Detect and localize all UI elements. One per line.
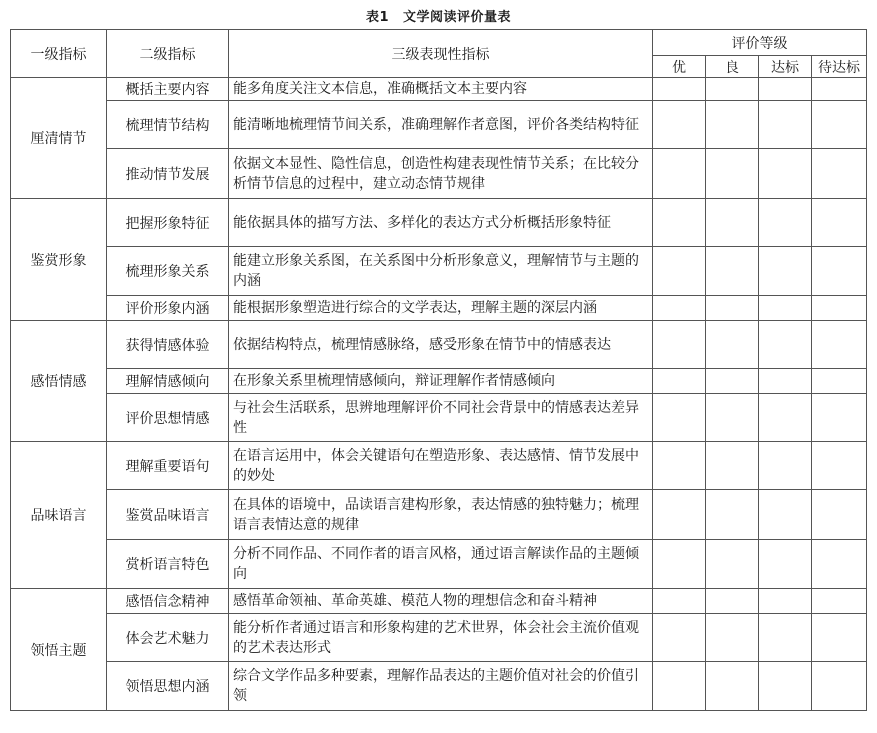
grade-cell-excellent[interactable] — [653, 321, 706, 369]
grade-cell-good[interactable] — [706, 321, 759, 369]
header-level1: 一级指标 — [11, 30, 107, 78]
level2-indicator: 理解重要语句 — [107, 442, 229, 490]
grade-cell-excellent[interactable] — [653, 490, 706, 540]
grade-cell-pending[interactable] — [812, 662, 867, 711]
grade-cell-pending[interactable] — [812, 540, 867, 589]
grade-cell-excellent[interactable] — [653, 369, 706, 394]
table-row — [11, 199, 867, 247]
grade-cell-pass[interactable] — [759, 369, 812, 394]
grade-cell-pending[interactable] — [812, 101, 867, 149]
grade-cell-pending[interactable] — [812, 369, 867, 394]
grade-cell-pass[interactable] — [759, 442, 812, 490]
grade-cell-pass[interactable] — [759, 662, 812, 711]
header-grade-pass: 达标 — [759, 56, 812, 78]
level3-indicator: 依据结构特点，梳理情感脉络，感受形象在情节中的情感表达 — [229, 321, 653, 369]
grade-cell-pending[interactable] — [812, 490, 867, 540]
grade-cell-pass[interactable] — [759, 78, 812, 101]
grade-cell-good[interactable] — [706, 247, 759, 296]
level3-indicator: 能分析作者通过语言和形象构建的艺术世界，体会社会主流价值观的艺术表达形式 — [229, 614, 653, 662]
level2-indicator: 鉴赏品味语言 — [107, 490, 229, 540]
level3-indicator: 依据文本显性、隐性信息，创造性构建表现性情节关系；在比较分析情节信息的过程中，建立动态情节规律 — [229, 149, 653, 199]
grade-cell-excellent[interactable] — [653, 614, 706, 662]
grade-cell-good[interactable] — [706, 369, 759, 394]
grade-cell-excellent[interactable] — [653, 199, 706, 247]
level2-indicator: 体会艺术魅力 — [107, 614, 229, 662]
grade-cell-pass[interactable] — [759, 394, 812, 442]
header-level3: 三级表现性指标 — [229, 30, 653, 78]
grade-cell-excellent[interactable] — [653, 101, 706, 149]
grade-cell-excellent[interactable] — [653, 78, 706, 101]
level2-indicator: 把握形象特征 — [107, 199, 229, 247]
level3-indicator: 在语言运用中，体会关键语句在塑造形象、表达感情、情节发展中的妙处 — [229, 442, 653, 490]
grade-cell-good[interactable] — [706, 614, 759, 662]
caption-number: 表1 — [365, 10, 390, 25]
level3-indicator: 能根据形象塑造进行综合的文学表达，理解主题的深层内涵 — [229, 296, 653, 321]
level3-indicator: 在形象关系里梳理情感倾向，辩证理解作者情感倾向 — [229, 369, 653, 394]
header-grade-good: 良 — [706, 56, 759, 78]
header-grade-pending: 待达标 — [812, 56, 867, 78]
table-row — [11, 369, 867, 394]
header-grade-excellent: 优 — [653, 56, 706, 78]
grade-cell-pass[interactable] — [759, 296, 812, 321]
table-body — [11, 78, 867, 711]
table-row — [11, 296, 867, 321]
table-row — [11, 321, 867, 369]
grade-cell-excellent[interactable] — [653, 589, 706, 614]
grade-cell-pending[interactable] — [812, 78, 867, 101]
level3-indicator: 综合文学作品多种要素，理解作品表达的主题价值对社会的价值引领 — [229, 662, 653, 711]
grade-cell-good[interactable] — [706, 589, 759, 614]
grade-cell-pass[interactable] — [759, 321, 812, 369]
grade-cell-pending[interactable] — [812, 247, 867, 296]
grade-cell-pass[interactable] — [759, 199, 812, 247]
grade-cell-good[interactable] — [706, 490, 759, 540]
level1-indicator: 鉴赏形象 — [11, 199, 107, 321]
grade-cell-pending[interactable] — [812, 442, 867, 490]
level1-indicator: 厘清情节 — [11, 78, 107, 199]
table-row — [11, 101, 867, 149]
table-row — [11, 394, 867, 442]
level3-indicator: 能多角度关注文本信息，准确概括文本主要内容 — [229, 78, 653, 101]
level1-indicator: 领悟主题 — [11, 589, 107, 711]
evaluation-table — [10, 29, 867, 711]
grade-cell-good[interactable] — [706, 662, 759, 711]
level2-indicator: 赏析语言特色 — [107, 540, 229, 589]
level3-indicator: 能依据具体的描写方法、多样化的表达方式分析概括形象特征 — [229, 199, 653, 247]
grade-cell-pending[interactable] — [812, 614, 867, 662]
level2-indicator: 梳理情节结构 — [107, 101, 229, 149]
level3-indicator: 能清晰地梳理情节间关系，准确理解作者意图，评价各类结构特征 — [229, 101, 653, 149]
grade-cell-pending[interactable] — [812, 296, 867, 321]
grade-cell-excellent[interactable] — [653, 662, 706, 711]
level3-indicator: 能建立形象关系图，在关系图中分析形象意义，理解情节与主题的内涵 — [229, 247, 653, 296]
grade-cell-good[interactable] — [706, 149, 759, 199]
table-row — [11, 614, 867, 662]
grade-cell-pending[interactable] — [812, 589, 867, 614]
level2-indicator: 理解情感倾向 — [107, 369, 229, 394]
grade-cell-pass[interactable] — [759, 101, 812, 149]
grade-cell-good[interactable] — [706, 78, 759, 101]
grade-cell-pass[interactable] — [759, 589, 812, 614]
grade-cell-good[interactable] — [706, 296, 759, 321]
grade-cell-good[interactable] — [706, 199, 759, 247]
level3-indicator: 感悟革命领袖、革命英雄、模范人物的理想信念和奋斗精神 — [229, 589, 653, 614]
grade-cell-pass[interactable] — [759, 614, 812, 662]
table-row — [11, 78, 867, 101]
level3-indicator: 与社会生活联系，思辨地理解评价不同社会背景中的情感表达差异性 — [229, 394, 653, 442]
grade-cell-pending[interactable] — [812, 321, 867, 369]
table-row — [11, 490, 867, 540]
grade-cell-good[interactable] — [706, 442, 759, 490]
grade-cell-good[interactable] — [706, 101, 759, 149]
table-row — [11, 589, 867, 614]
grade-cell-good[interactable] — [706, 394, 759, 442]
grade-cell-pending[interactable] — [812, 199, 867, 247]
table-row — [11, 662, 867, 711]
grade-cell-pass[interactable] — [759, 247, 812, 296]
header-level2: 二级指标 — [107, 30, 229, 78]
table-row — [11, 442, 867, 490]
level2-indicator: 概括主要内容 — [107, 78, 229, 101]
level2-indicator: 评价思想情感 — [107, 394, 229, 442]
level1-indicator: 感悟情感 — [11, 321, 107, 442]
level3-indicator: 在具体的语境中，品读语言建构形象，表达情感的独特魅力；梳理语言表情达意的规律 — [229, 490, 653, 540]
table-caption — [0, 6, 877, 25]
table-row — [11, 149, 867, 199]
level1-indicator: 品味语言 — [11, 442, 107, 589]
table-row — [11, 247, 867, 296]
level2-indicator: 获得情感体验 — [107, 321, 229, 369]
grade-cell-excellent[interactable] — [653, 394, 706, 442]
grade-cell-excellent[interactable] — [653, 149, 706, 199]
grade-cell-pass[interactable] — [759, 490, 812, 540]
grade-cell-excellent[interactable] — [653, 540, 706, 589]
grade-cell-good[interactable] — [706, 540, 759, 589]
level2-indicator: 感悟信念精神 — [107, 589, 229, 614]
level2-indicator: 梳理形象关系 — [107, 247, 229, 296]
grade-cell-pass[interactable] — [759, 540, 812, 589]
level2-indicator: 评价形象内涵 — [107, 296, 229, 321]
grade-cell-pending[interactable] — [812, 394, 867, 442]
grade-cell-excellent[interactable] — [653, 296, 706, 321]
grade-cell-excellent[interactable] — [653, 247, 706, 296]
level2-indicator: 推动情节发展 — [107, 149, 229, 199]
header-grade: 评价等级 — [653, 30, 867, 56]
grade-cell-pass[interactable] — [759, 149, 812, 199]
level2-indicator: 领悟思想内涵 — [107, 662, 229, 711]
table-row — [11, 540, 867, 589]
grade-cell-pending[interactable] — [812, 149, 867, 199]
caption-title: 文学阅读评价量表 — [403, 10, 512, 25]
grade-cell-excellent[interactable] — [653, 442, 706, 490]
level3-indicator: 分析不同作品、不同作者的语言风格，通过语言解读作品的主题倾向 — [229, 540, 653, 589]
